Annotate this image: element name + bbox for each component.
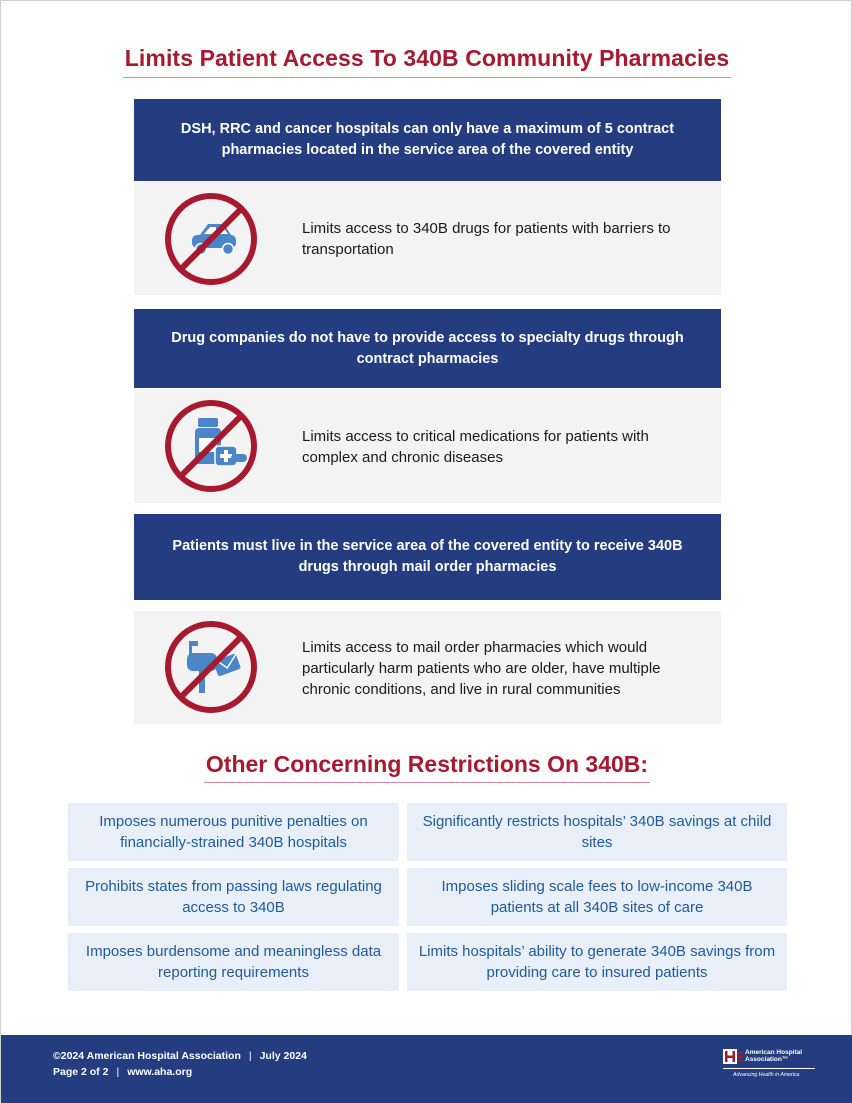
info-panel-1	[134, 182, 721, 295]
info-text-3: Limits access to mail order pharmacies which would particularly harm patients who are older, have multiple chronic conditions, and live in rural communities	[302, 639, 661, 698]
info-panel-3	[134, 611, 721, 724]
footer-page-number: Page 2 of 2	[53, 1066, 109, 1078]
no-mailbox-icon	[163, 619, 259, 715]
footer-copyright: ©2024 American Hospital Association	[53, 1050, 241, 1062]
restriction-item-3: Prohibits states from passing laws regulating access to 340B	[68, 868, 399, 926]
footer-date: July 2024	[259, 1050, 307, 1062]
restriction-item-5: Imposes burdensome and meaningless data reporting requirements	[68, 933, 399, 991]
section-subtitle: Other Concerning Restrictions On 340B:	[1, 751, 852, 783]
aha-logo	[723, 1049, 815, 1087]
no-medication-icon	[163, 398, 259, 494]
footer: ©2024 American Hospital Association | July 2024 Page 2 of 2 | www.aha.org American Hospital Association™ Advancing Health in America	[1, 1035, 852, 1103]
no-car-icon	[163, 191, 259, 287]
restriction-item-6: Limits hospitals’ ability to generate 340B savings from providing care to insured patients	[407, 933, 787, 991]
aha-flag-icon	[723, 1049, 743, 1066]
restriction-item-2: Significantly restricts hospitals’ 340B savings at child sites	[407, 803, 787, 861]
page-title: Limits Patient Access To 340B Community Pharmacies	[1, 45, 852, 78]
info-text-1: Limits access to 340B drugs for patients with barriers to transportation	[302, 220, 671, 258]
aha-logo-tagline: Advancing Health in America	[733, 1072, 800, 1078]
banner-1: DSH, RRC and cancer hospitals can only have a maximum of 5 contract pharmacies located in the service area of the covered entity	[134, 99, 721, 181]
info-text-2: Limits access to critical medications for patients with complex and chronic diseases	[302, 428, 649, 466]
footer-website-link[interactable]: www.aha.org	[127, 1066, 193, 1078]
restriction-item-1: Imposes numerous punitive penalties on financially-strained 340B hospitals	[68, 803, 399, 861]
info-panel-2	[134, 389, 721, 503]
banner-3: Patients must live in the service area of the covered entity to receive 340B drugs through mail order pharmacies	[134, 514, 721, 600]
restriction-item-4: Imposes sliding scale fees to low-income 340B patients at all 340B sites of care	[407, 868, 787, 926]
aha-logo-name: American Hospital Association™	[745, 1049, 803, 1063]
banner-2: Drug companies do not have to provide access to specialty drugs through contract pharmacies	[134, 309, 721, 388]
